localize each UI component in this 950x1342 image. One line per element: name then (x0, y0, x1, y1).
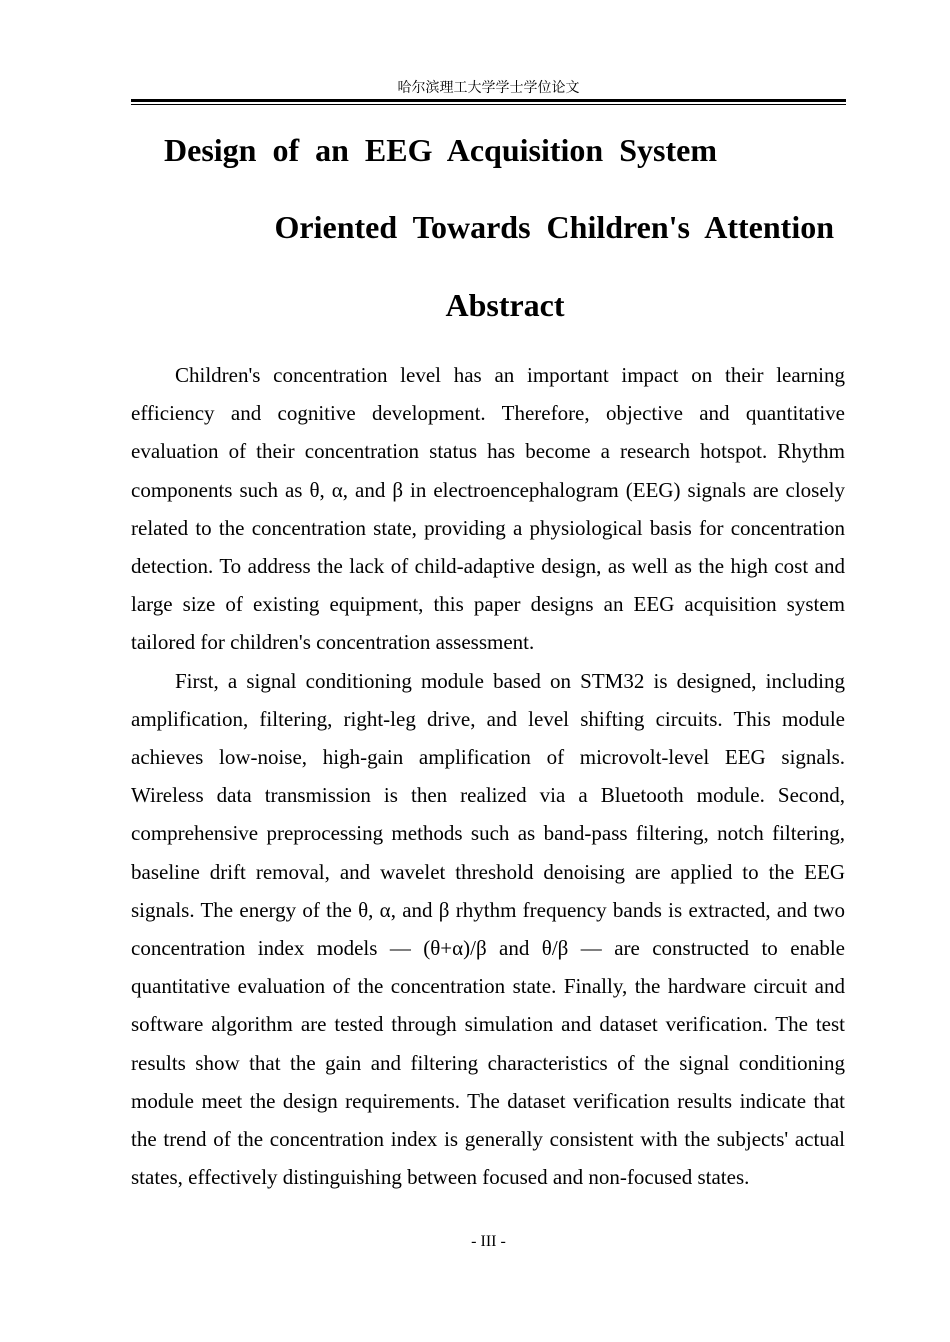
abstract-body (131, 356, 845, 1196)
running-header: 哈尔滨理工大学学士学位论文 (397, 80, 580, 96)
header-rule-thick (131, 99, 846, 102)
header-rule-thin (131, 104, 846, 105)
title-line-2: Oriented Towards Children's Attention (274, 209, 834, 245)
page-number: - III - (471, 1233, 506, 1250)
abstract-paragraph-1: Children's concentration level has an important impact on their learning efficiency and cognitive development. Therefore, objective and quantitative evaluation of their concentration status has become a research hotspot. Rhythm components such as θ, α, and β in electroencephalogram (EEG) signals are closely related to the concentration state, providing a physiological basis for concentration detection. To address the lack of child-adaptive design, as well as the high cost and large size of existing equipment, this paper designs an EEG acquisition system tailored for children's concentration assessment. (131, 363, 845, 655)
abstract-heading: Abstract (445, 287, 565, 323)
title-line-1: Design of an EEG Acquisition System (164, 132, 717, 168)
abstract-paragraph-2: First, a signal conditioning module based on STM32 is designed, including amplification, filtering, right-leg drive, and level shifting circuits. This module achieves low-noise, high-gain amplification of microvolt-level EEG signals. Wireless data transmission is then realized via a Bluetooth module. Second, comprehensive preprocessing methods such as band-pass filtering, notch filtering, baseline drift removal, and wavelet threshold denoising are applied to the EEG signals. The energy of the θ, α, and β rhythm frequency bands is extracted, and two concentration index models — (θ+α)/β and θ/β — are constructed to enable quantitative evaluation of the concentration state. Finally, the hardware circuit and software algorithm are tested through simulation and dataset verification. The test results show that the gain and filtering characteristics of the signal conditioning module meet the design requirements. The dataset verification results indicate that the trend of the concentration index is generally consistent with the subjects' actual states, effectively distinguishing between focused and non-focused states. (131, 668, 845, 1190)
